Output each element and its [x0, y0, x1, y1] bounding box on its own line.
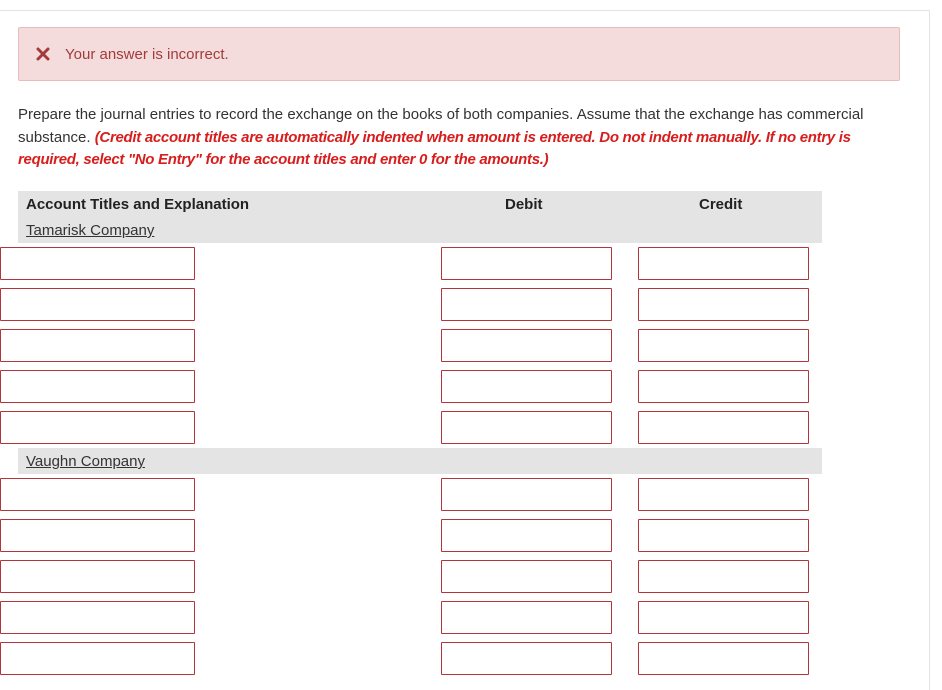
debit-input-box [441, 411, 612, 444]
credit-input-box [638, 370, 809, 403]
header-account-titles: Account Titles and Explanation [26, 196, 250, 213]
credit-input[interactable] [639, 289, 808, 320]
credit-input-box [638, 247, 809, 280]
company-vaughn: Vaughn Company [26, 453, 145, 470]
debit-input[interactable] [442, 520, 611, 551]
header-debit: Debit [505, 196, 543, 213]
credit-input[interactable] [639, 412, 808, 443]
account-input-box [0, 370, 195, 403]
debit-input[interactable] [442, 479, 611, 510]
alert-message: Your answer is incorrect. [65, 45, 229, 63]
close-icon [35, 46, 51, 62]
credit-input[interactable] [639, 371, 808, 402]
account-input-box [0, 519, 195, 552]
credit-input[interactable] [639, 479, 808, 510]
credit-input-box [638, 642, 809, 675]
credit-input[interactable] [639, 520, 808, 551]
debit-input[interactable] [442, 371, 611, 402]
debit-input-box [441, 478, 612, 511]
credit-input[interactable] [639, 602, 808, 633]
company-tamarisk: Tamarisk Company [26, 222, 155, 239]
debit-input[interactable] [442, 643, 611, 674]
credit-input-box [638, 519, 809, 552]
debit-input-box [441, 370, 612, 403]
account-input-box [0, 478, 195, 511]
credit-input-box [638, 288, 809, 321]
account-title-input[interactable] [1, 248, 194, 279]
account-title-input[interactable] [1, 602, 194, 633]
account-input-box [0, 560, 195, 593]
account-title-input[interactable] [1, 479, 194, 510]
header-credit: Credit [699, 196, 743, 213]
instructions-note: (Credit account titles are automatically indented when amount is entered. Do not indent manually. If no entry is required, select "No Entry" for the account titles and enter 0 for the amounts.) [18, 128, 851, 168]
account-input-box [0, 411, 195, 444]
debit-input[interactable] [442, 289, 611, 320]
account-title-input[interactable] [1, 520, 194, 551]
account-title-input[interactable] [1, 371, 194, 402]
debit-input[interactable] [442, 561, 611, 592]
debit-input-box [441, 247, 612, 280]
debit-input[interactable] [442, 330, 611, 361]
credit-input-box [638, 601, 809, 634]
credit-input[interactable] [639, 561, 808, 592]
credit-input-box [638, 411, 809, 444]
account-input-box [0, 601, 195, 634]
credit-input-box [638, 478, 809, 511]
instructions-main: Prepare the journal entries to record the exchange on the books of both companies. Assume that the exchange has commercial substance. [18, 106, 864, 146]
account-title-input[interactable] [1, 561, 194, 592]
debit-input[interactable] [442, 412, 611, 443]
credit-input[interactable] [639, 643, 808, 674]
account-title-input[interactable] [1, 330, 194, 361]
account-title-input[interactable] [1, 289, 194, 320]
debit-input-box [441, 642, 612, 675]
debit-input-box [441, 560, 612, 593]
account-title-input[interactable] [1, 412, 194, 443]
credit-input[interactable] [639, 248, 808, 279]
instructions [18, 104, 898, 172]
debit-input[interactable] [442, 248, 611, 279]
credit-input-box [638, 329, 809, 362]
debit-input-box [441, 601, 612, 634]
account-input-box [0, 642, 195, 675]
incorrect-alert [18, 27, 900, 81]
debit-input-box [441, 288, 612, 321]
account-input-box [0, 288, 195, 321]
account-input-box [0, 247, 195, 280]
credit-input-box [638, 560, 809, 593]
account-title-input[interactable] [1, 643, 194, 674]
debit-input-box [441, 519, 612, 552]
debit-input[interactable] [442, 602, 611, 633]
credit-input[interactable] [639, 330, 808, 361]
account-input-box [0, 329, 195, 362]
debit-input-box [441, 329, 612, 362]
